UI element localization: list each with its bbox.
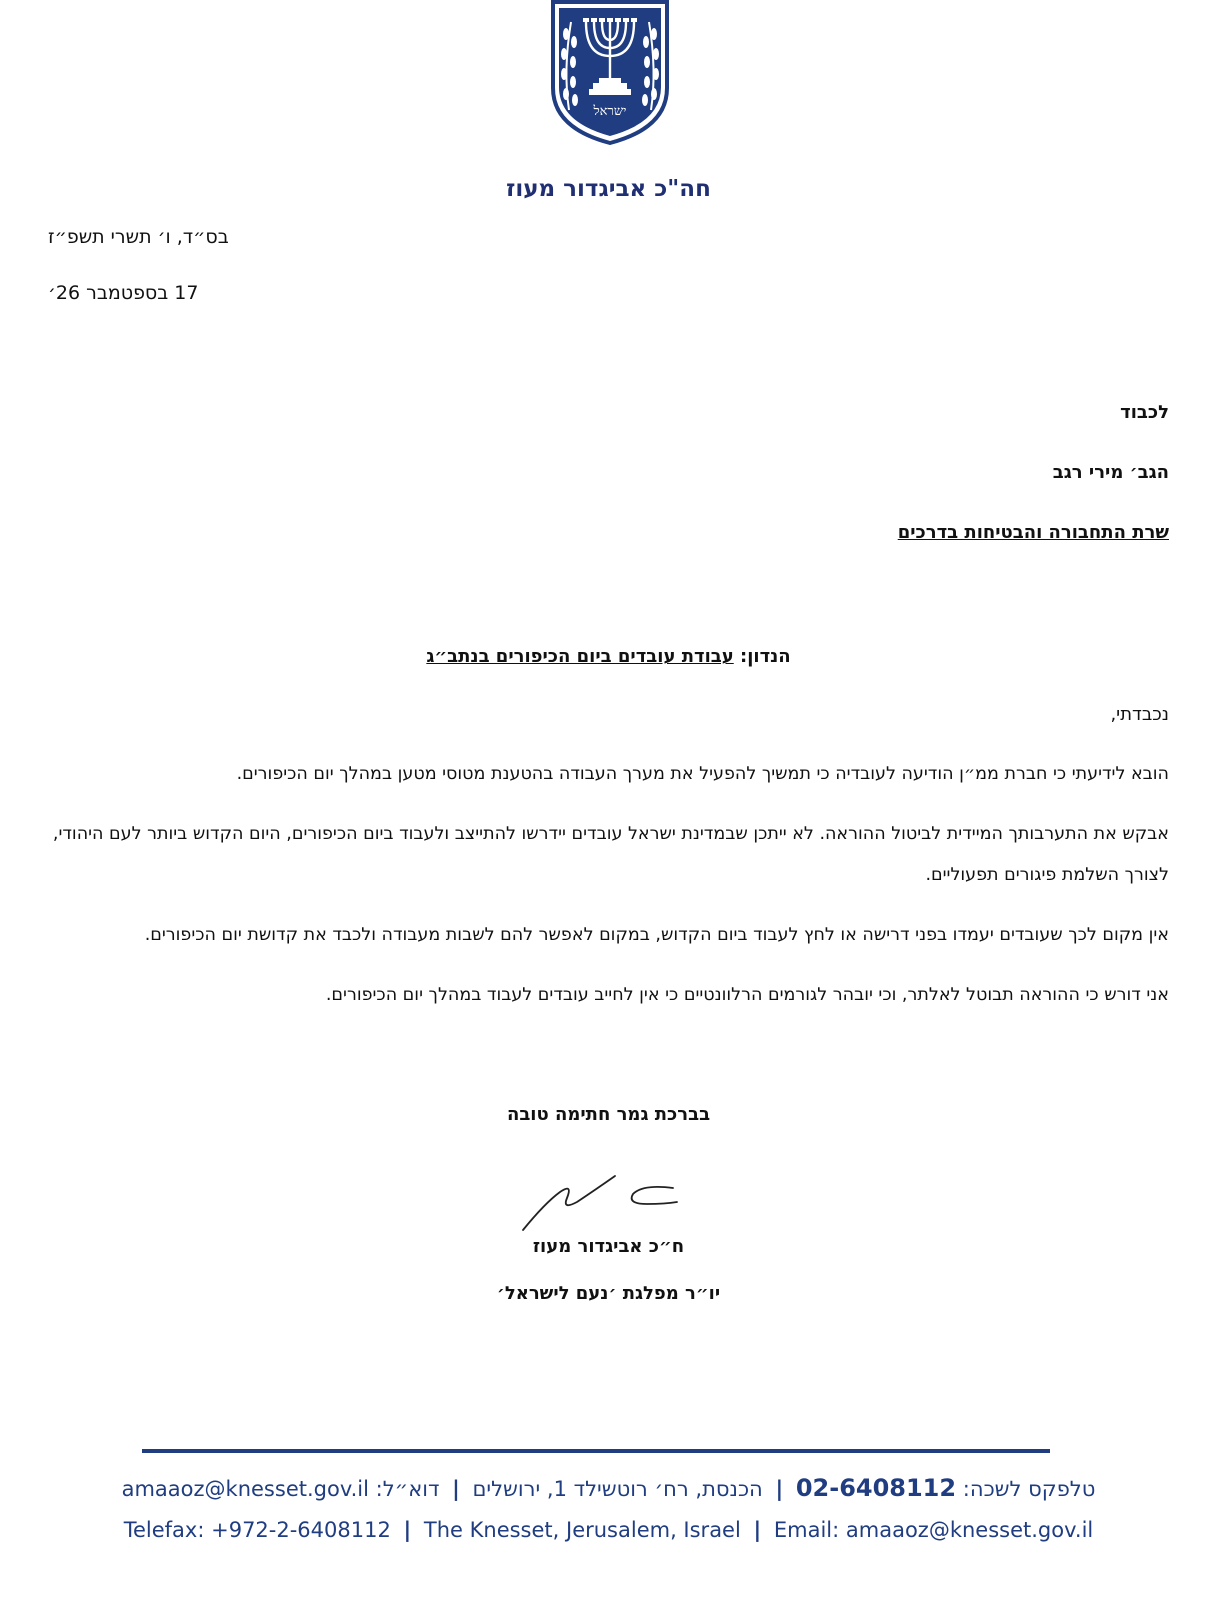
subject-text: עבודת עובדים ביום הכיפורים בנתב״ג: [426, 646, 734, 667]
closing-text: בברכת גמר חתימה טובה: [506, 1104, 711, 1125]
footer-separator: |: [775, 1477, 784, 1501]
footer-separator: |: [753, 1518, 762, 1542]
footer-phone-label: טלפקס לשכה:: [962, 1477, 1096, 1501]
footer-hebrew: [0, 1474, 1217, 1502]
hebrew-date: בס״ד, ו׳ תשרי תשפ״ז: [48, 226, 229, 248]
recipient-salutation: לכבוד: [1120, 402, 1169, 423]
letterhead-sender: חה"כ אביגדור מעוז: [506, 176, 711, 202]
footer-telefax: Telefax: +972-2-6408112: [123, 1518, 391, 1542]
signer-name: ח״כ אביגדור מעוז: [532, 1236, 685, 1257]
recipient-name: הגב׳ מירי רגב: [1052, 462, 1169, 483]
body-paragraph: הובא לידיעתי כי חברת ממ״ן הודיעה לעובדיה כי תמשיך להפעיל את מערך העבודה בהטענת מטוסי מטען במהלך יום הכיפורים.: [236, 764, 1169, 784]
footer-address-he: הכנסת, רח׳ רוטשילד 1, ירושלים: [472, 1477, 763, 1501]
footer-separator: |: [452, 1477, 460, 1501]
greeting: נכבדתי,: [1110, 704, 1169, 725]
footer-email-he: amaaoz@knesset.gov.il: [121, 1477, 369, 1501]
state-emblem-icon: [549, 0, 671, 145]
subject-label: הנדון:: [740, 646, 791, 667]
footer-separator: |: [403, 1518, 412, 1542]
footer-email-label-he: דוא״ל:: [375, 1477, 440, 1501]
body-paragraph: אני דורש כי ההוראה תבוטל לאלתר, וכי יובהר לגורמים הרלוונטיים כי אין לחייב עובדים לעבוד במהלך יום הכיפורים.: [325, 985, 1169, 1005]
body-paragraph: אין מקום לכך שעובדים יעמדו בפני דרישה או לחץ לעבוד ביום הקדוש, במקום לאפשר להם לשבות מעבודה ולכבד את קדושת יום הכיפורים.: [144, 925, 1169, 945]
footer-english: [0, 1518, 1217, 1542]
recipient-title: שרת התחבורה והבטיחות בדרכים: [897, 522, 1169, 543]
footer-phone: 02-6408112: [795, 1474, 957, 1502]
emblem-text: ישראל: [593, 104, 627, 119]
subject-line: [0, 646, 1217, 667]
gregorian-date: 17 בספטמבר 26׳: [48, 282, 199, 304]
signature-icon: [515, 1168, 690, 1240]
footer-divider: [142, 1449, 1050, 1453]
footer-address-en: The Knesset, Jerusalem, Israel: [423, 1518, 741, 1542]
body-paragraph: אבקש את התערבותך המיידית לביטול ההוראה. לא ייתכן שבמדינת ישראל עובדים יידרשו להתייצב ולעבוד ביום הכיפורים, היום הקדוש ביותר לעם היהודי, לצורך השלמת פיגורים תפעוליים.: [52, 824, 1169, 885]
signer-role: יו״ר מפלגת ׳נעם לישראל׳: [496, 1283, 721, 1304]
footer-email-en: Email: amaaoz@knesset.gov.il: [773, 1518, 1094, 1542]
